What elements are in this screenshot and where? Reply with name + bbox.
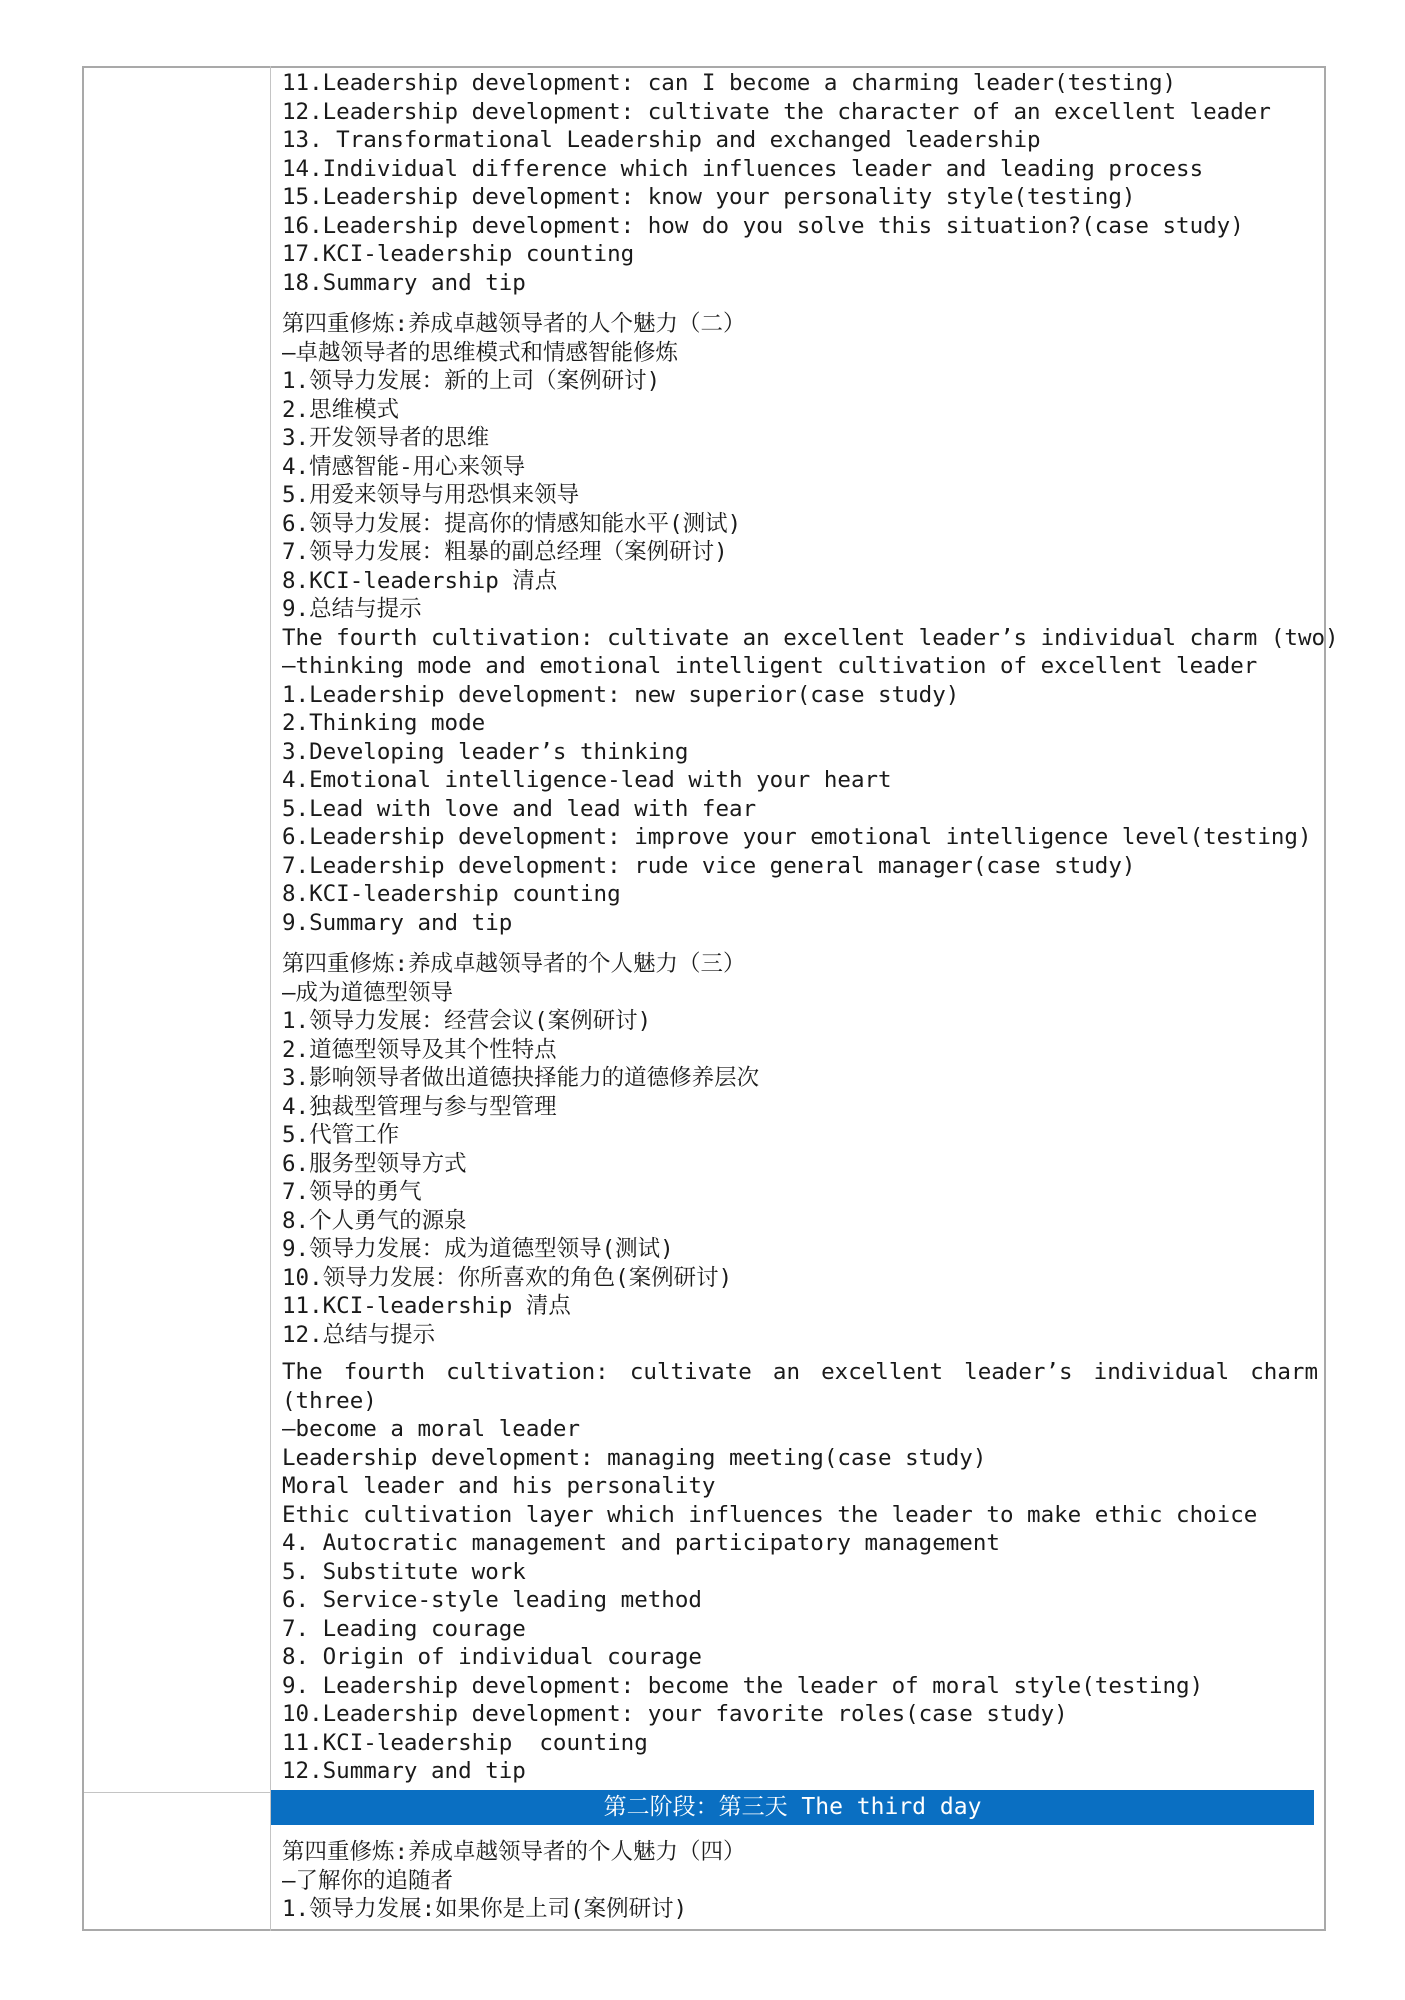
list-item: 11.Leadership development: can I become a charming leader(testing) <box>282 70 1177 96</box>
list-item: 17.KCI-leadership counting <box>282 241 635 267</box>
list-item: 12.Leadership development: cultivate the character of an excellent leader <box>282 98 1271 125</box>
section-c-english <box>282 1358 1318 1786</box>
list-item: 3.影响领导者做出道德抉择能力的道德修养层次 <box>282 1065 760 1091</box>
list-item: 7.领导的勇气 <box>282 1179 422 1205</box>
list-item: 16.Leadership development: how do you solve this situation?(case study) <box>282 212 1244 239</box>
row-divider <box>84 1792 270 1793</box>
list-item: 2.Thinking mode <box>282 710 486 736</box>
section-heading: 第四重修炼:养成卓越领导者的人个魅力（二） <box>282 311 746 337</box>
list-item: 11.KCI-leadership counting <box>282 1729 648 1756</box>
stage-banner: 第二阶段：第三天 The third day <box>271 1790 1314 1825</box>
list-item: 5.代管工作 <box>282 1122 400 1148</box>
list-item: 7.Leadership development: rude vice general manager(case study) <box>282 852 1136 879</box>
list-item: 10.Leadership development: your favorite roles(case study) <box>282 1701 1068 1727</box>
list-item: 4. Autocratic management and participatory management <box>282 1530 1000 1556</box>
list-item: 1.领导力发展：新的上司（案例研讨) <box>282 368 661 394</box>
list-item: 3.开发领导者的思维 <box>282 425 490 451</box>
list-item: 2.道德型领导及其个性特点 <box>282 1036 557 1063</box>
list-item: 1.领导力发展：经营会议(案例研讨) <box>282 1008 652 1034</box>
section-a <box>282 69 1318 297</box>
list-item: 10.领导力发展：你所喜欢的角色(案例研讨) <box>282 1264 733 1291</box>
section-heading-continued: (three) <box>282 1387 377 1414</box>
list-item: 15.Leadership development: know your personality style(testing) <box>282 184 1136 210</box>
section-subheading: —成为道德型领导 <box>282 979 454 1006</box>
section-subheading: —卓越领导者的思维模式和情感智能修炼 <box>282 339 679 366</box>
list-item: Leadership development: managing meeting(case study) <box>282 1444 987 1471</box>
list-item: 8.KCI-leadership 清点 <box>282 567 558 594</box>
section-subheading: —become a moral leader <box>282 1416 581 1442</box>
list-item: 3.Developing leader’s thinking <box>282 738 689 765</box>
list-item: 9.Summary and tip <box>282 909 513 936</box>
content-cell <box>282 69 1339 1786</box>
list-item: 7.领导力发展：粗暴的副总经理（案例研讨) <box>282 539 728 565</box>
list-item: 6.服务型领导方式 <box>282 1150 467 1177</box>
list-item: 2.思维模式 <box>282 396 400 423</box>
list-item: 5.用爱来领导与用恐惧来领导 <box>282 482 580 508</box>
list-item: 8. Origin of individual courage <box>282 1644 702 1670</box>
list-item: 6.Leadership development: improve your emotional intelligence level(testing) <box>282 824 1312 850</box>
list-item: 7. Leading courage <box>282 1615 526 1642</box>
section-b-english <box>282 624 1339 938</box>
section-subheading: —thinking mode and emotional intelligent cultivation of excellent leader <box>282 653 1258 679</box>
list-item: 12.总结与提示 <box>282 1321 436 1348</box>
list-item: 12.Summary and tip <box>282 1758 526 1784</box>
section-b-chinese <box>282 310 1318 624</box>
list-item: 5. Substitute work <box>282 1558 526 1585</box>
list-item: 18.Summary and tip <box>282 269 526 296</box>
list-item: 4.独裁型管理与参与型管理 <box>282 1093 557 1120</box>
section-heading: The fourth cultivation: cultivate an excellent leader’s individual charm (two) <box>282 624 1339 651</box>
list-item: 8.个人勇气的源泉 <box>282 1207 467 1234</box>
list-item: 5.Lead with love and lead with fear <box>282 795 757 822</box>
list-item: 14.Individual difference which influences leader and leading process <box>282 155 1204 182</box>
list-item: 13. Transformational Leadership and exchanged leadership <box>282 127 1041 153</box>
list-item: Moral leader and his personality <box>282 1473 716 1499</box>
section-heading: The fourth cultivation: cultivate an excellent leader’s individual charm <box>282 1359 1318 1385</box>
list-item: 4.情感智能-用心来领导 <box>282 453 526 480</box>
list-item: 8.KCI-leadership counting <box>282 881 621 907</box>
section-heading: 第四重修炼:养成卓越领导者的个人魅力（三） <box>282 951 746 977</box>
list-item: 1.Leadership development: new superior(case study) <box>282 681 960 708</box>
section-subheading: —了解你的追随者 <box>282 1867 454 1894</box>
list-item: 9.领导力发展：成为道德型领导(测试) <box>282 1236 674 1262</box>
list-item: 9. Leadership development: become the leader of moral style(testing) <box>282 1672 1204 1699</box>
list-item: 9.总结与提示 <box>282 596 422 622</box>
list-item: 6.领导力发展：提高你的情感知能水平(测试) <box>282 510 742 537</box>
list-item: 4.Emotional intelligence-lead with your heart <box>282 767 892 793</box>
section-heading: 第四重修炼:养成卓越领导者的个人魅力（四） <box>282 1839 746 1865</box>
content-cell-bottom <box>282 1838 1318 1924</box>
column-divider <box>270 66 271 1931</box>
list-item: 6. Service-style leading method <box>282 1587 702 1613</box>
list-item: Ethic cultivation layer which influences the leader to make ethic choice <box>282 1501 1258 1528</box>
list-item: 11.KCI-leadership 清点 <box>282 1293 571 1319</box>
section-c-chinese <box>282 950 1318 1349</box>
list-item: 1.领导力发展:如果你是上司(案例研讨) <box>282 1896 688 1922</box>
